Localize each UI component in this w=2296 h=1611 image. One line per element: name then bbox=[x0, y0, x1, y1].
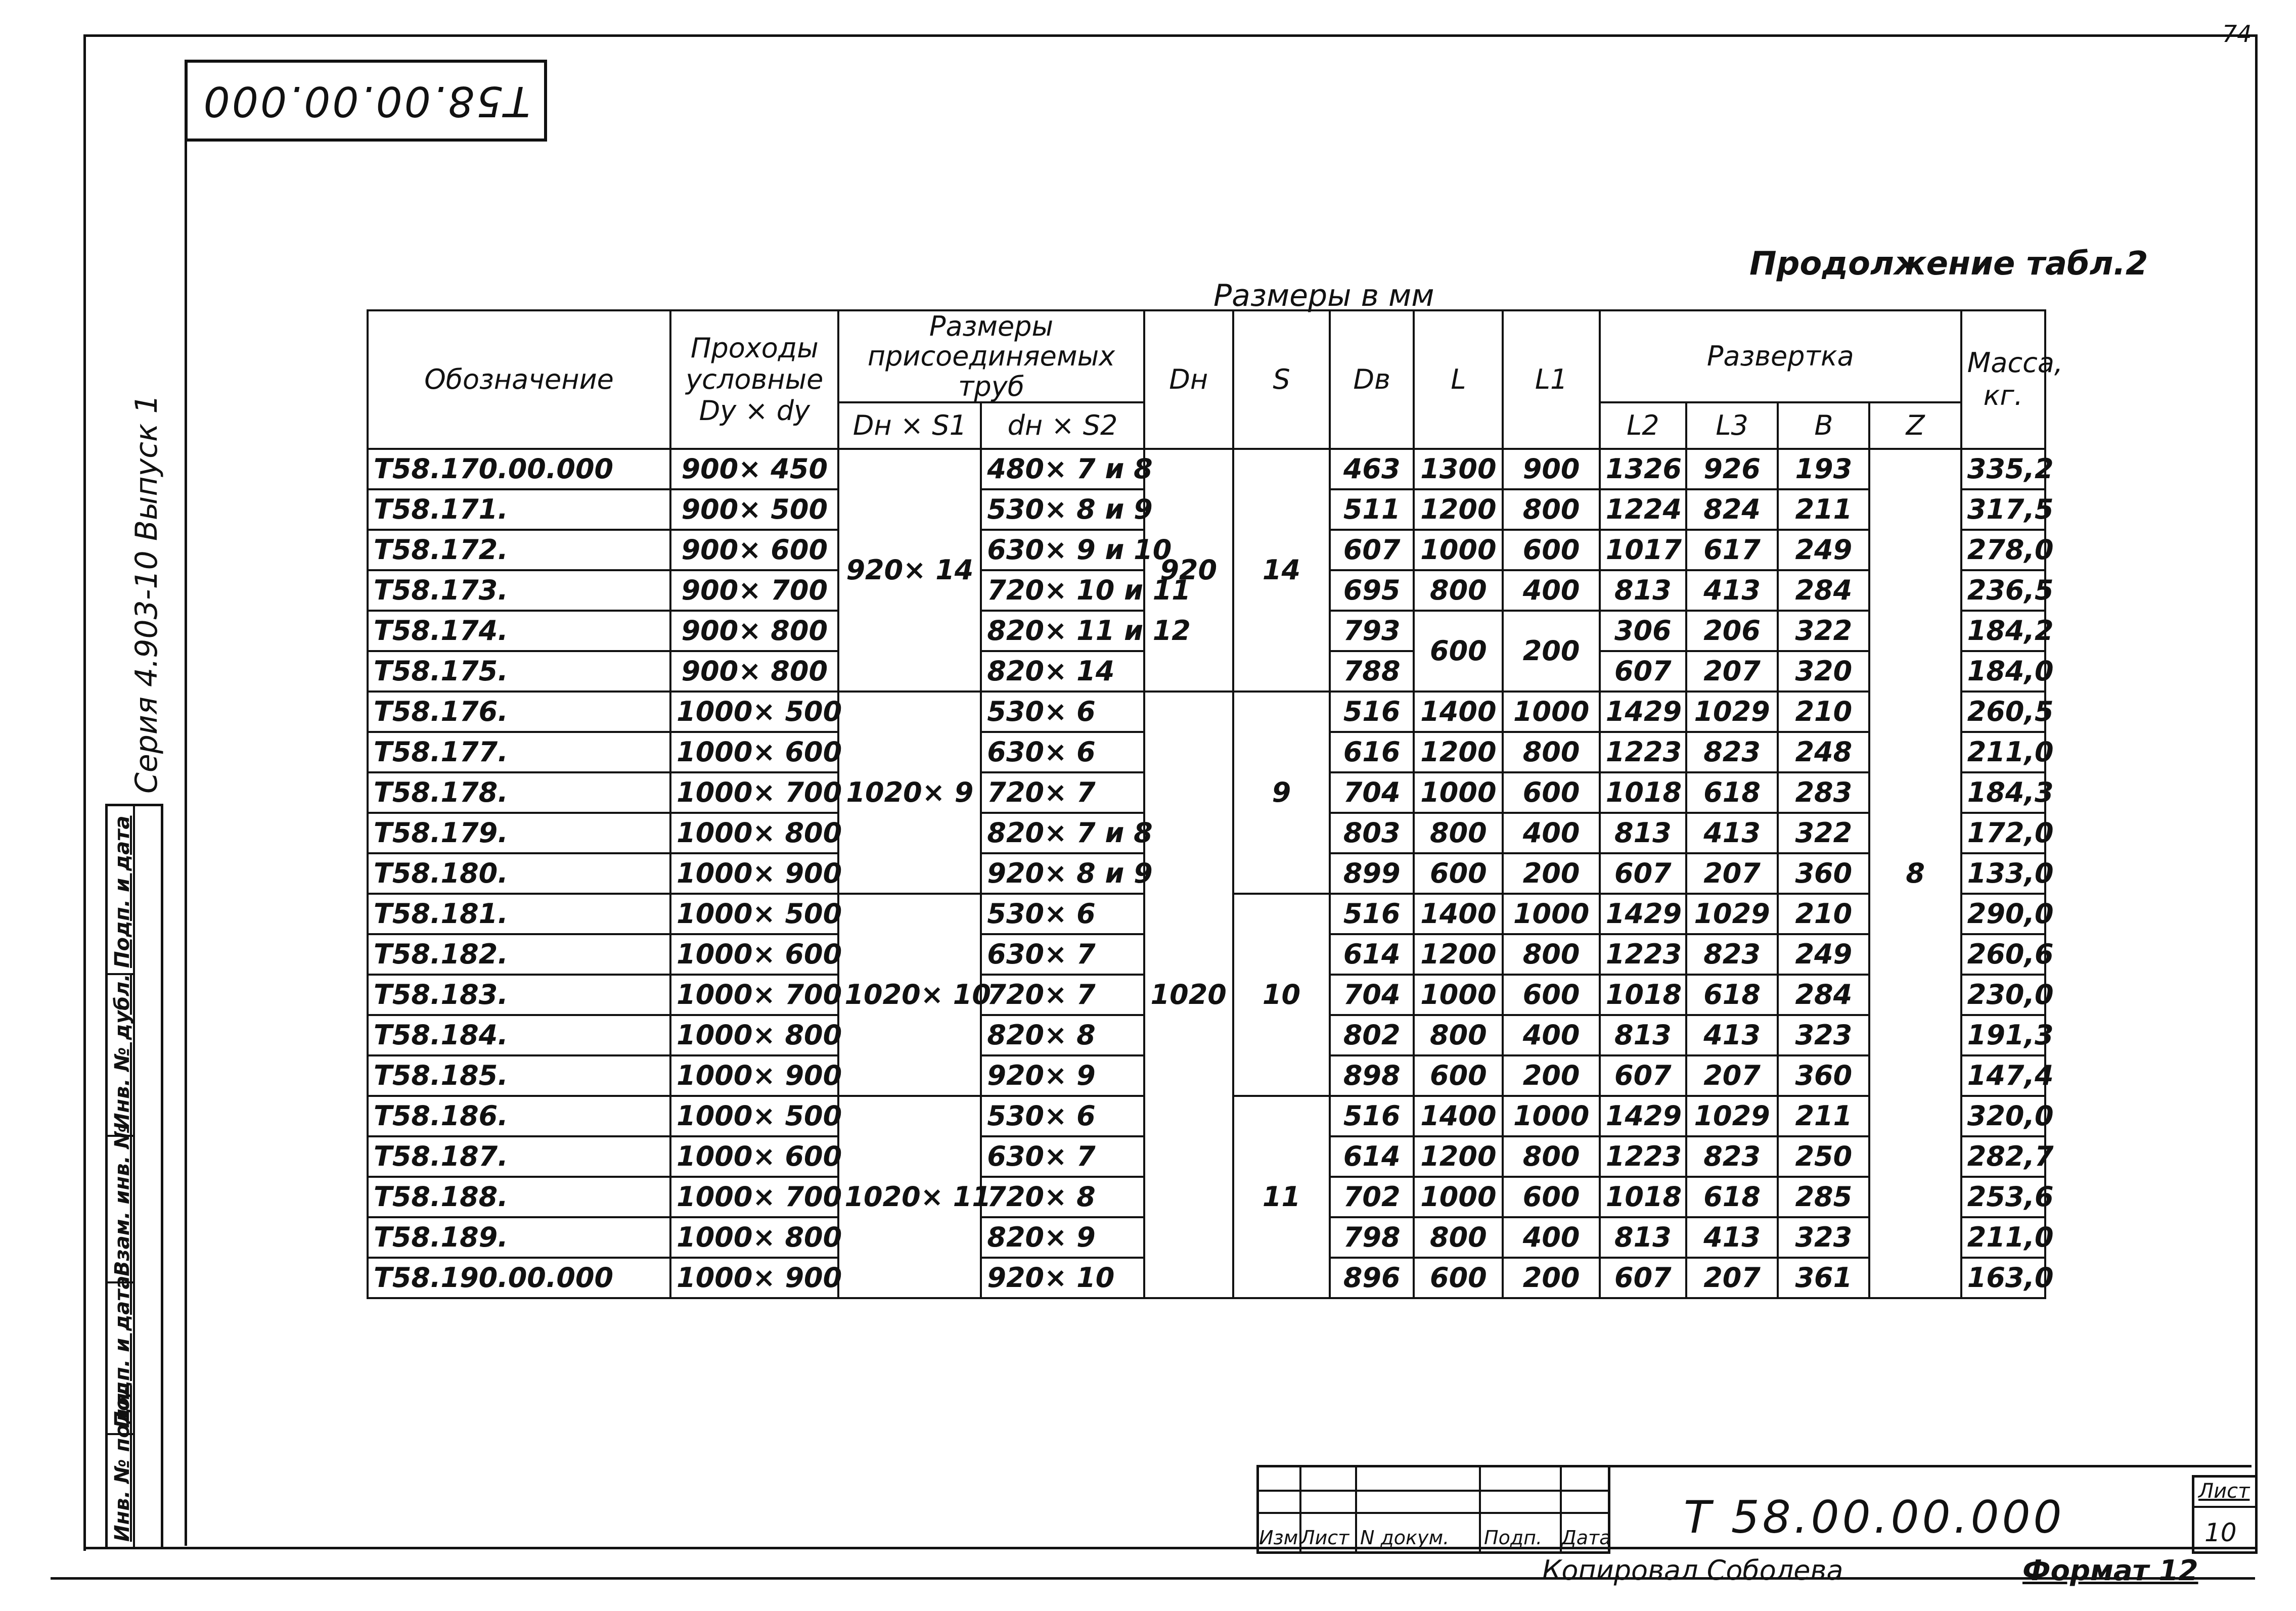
cell-s: 14 bbox=[1233, 449, 1330, 692]
cell-db: 704 bbox=[1330, 975, 1414, 1015]
cell-designation: Т58.170.00.000 bbox=[368, 449, 670, 489]
side-stamp-cell bbox=[108, 973, 133, 1137]
cell-l3: 207 bbox=[1686, 1055, 1778, 1096]
cell-mass: 253,6 bbox=[1961, 1177, 2045, 1217]
series-label: Серия 4.903-10 Выпуск 1 bbox=[129, 394, 164, 794]
cell-db: 803 bbox=[1330, 813, 1414, 853]
sheet-box-label: Лист bbox=[2198, 1480, 2250, 1503]
tb-label-change: Изм. bbox=[1259, 1527, 1304, 1549]
outer-bottom-rule bbox=[51, 1577, 2255, 1580]
cell-db: 511 bbox=[1330, 489, 1414, 530]
frame-top bbox=[83, 34, 2258, 37]
cell-l2: 1018 bbox=[1600, 975, 1686, 1015]
cell-b: 323 bbox=[1778, 1217, 1869, 1258]
col-passages bbox=[670, 310, 838, 449]
cell-l2: 1017 bbox=[1600, 530, 1686, 570]
cell-l2: 813 bbox=[1600, 1015, 1686, 1055]
cell-l: 800 bbox=[1414, 813, 1503, 853]
cell-passages: 1000× 900 bbox=[670, 1055, 838, 1096]
cell-l2: 813 bbox=[1600, 813, 1686, 853]
cell-passages: 1000× 500 bbox=[670, 894, 838, 934]
col-passages-title: Проходы условные bbox=[686, 332, 824, 396]
cell-l2: 607 bbox=[1600, 1055, 1686, 1096]
cell-passages: 1000× 800 bbox=[670, 1217, 838, 1258]
cell-l1: 900 bbox=[1503, 449, 1599, 489]
frame-right bbox=[2255, 34, 2258, 1548]
cell-l3: 824 bbox=[1686, 489, 1778, 530]
cell-designation: Т58.183. bbox=[368, 975, 670, 1015]
cell-l1: 400 bbox=[1503, 1217, 1599, 1258]
cell-b: 360 bbox=[1778, 853, 1869, 894]
cell-passages: 1000× 800 bbox=[670, 813, 838, 853]
col-dn: Dн bbox=[1144, 310, 1233, 449]
cell-b: 249 bbox=[1778, 934, 1869, 975]
cell-db: 463 bbox=[1330, 449, 1414, 489]
tb-col-line bbox=[1479, 1467, 1481, 1551]
cell-passages: 1000× 900 bbox=[670, 853, 838, 894]
table-body bbox=[368, 449, 2054, 1298]
sheet-number: 74 bbox=[2222, 20, 2252, 48]
cell-l2: 1326 bbox=[1600, 449, 1686, 489]
cell-l1: 800 bbox=[1503, 1136, 1599, 1177]
cell-dn-s2: 720× 7 bbox=[981, 772, 1144, 813]
cell-db: 788 bbox=[1330, 651, 1414, 692]
cell-l1: 200 bbox=[1503, 611, 1599, 692]
cell-dn-s2: 920× 10 bbox=[981, 1258, 1144, 1298]
col-l3: L3 bbox=[1686, 402, 1778, 449]
inner-left-rule bbox=[185, 135, 187, 1546]
cell-db: 614 bbox=[1330, 1136, 1414, 1177]
cell-l1: 400 bbox=[1503, 570, 1599, 611]
cell-l3: 413 bbox=[1686, 1015, 1778, 1055]
cell-passages: 1000× 600 bbox=[670, 934, 838, 975]
cell-dn-s2: 720× 10 и 11 bbox=[981, 570, 1144, 611]
cell-l3: 823 bbox=[1686, 1136, 1778, 1177]
cell-b: 211 bbox=[1778, 489, 1869, 530]
cell-l1: 800 bbox=[1503, 732, 1599, 772]
cell-dn-s2: 530× 8 и 9 bbox=[981, 489, 1144, 530]
cell-l2: 1429 bbox=[1600, 1096, 1686, 1136]
table-row bbox=[368, 449, 2045, 489]
cell-l2: 813 bbox=[1600, 570, 1686, 611]
tb-col-line bbox=[1355, 1467, 1357, 1551]
cell-l1: 400 bbox=[1503, 1015, 1599, 1055]
sheet-box bbox=[2192, 1475, 2258, 1554]
cell-b: 193 bbox=[1778, 449, 1869, 489]
cell-mass: 290,0 bbox=[1961, 894, 2045, 934]
cell-l2: 1223 bbox=[1600, 934, 1686, 975]
cell-l: 1000 bbox=[1414, 772, 1503, 813]
cell-l: 1300 bbox=[1414, 449, 1503, 489]
cell-designation: Т58.185. bbox=[368, 1055, 670, 1096]
col-b: B bbox=[1778, 402, 1869, 449]
cell-mass: 282,7 bbox=[1961, 1136, 2045, 1177]
cell-l3: 618 bbox=[1686, 1177, 1778, 1217]
cell-passages: 1000× 900 bbox=[670, 1258, 838, 1298]
units-label: Размеры в мм bbox=[1213, 278, 1434, 313]
col-db: Dв bbox=[1330, 310, 1414, 449]
cell-b: 249 bbox=[1778, 530, 1869, 570]
cell-l3: 618 bbox=[1686, 975, 1778, 1015]
cell-dn-s2: 530× 6 bbox=[981, 1096, 1144, 1136]
cell-l: 600 bbox=[1414, 853, 1503, 894]
cell-s: 9 bbox=[1233, 692, 1330, 894]
side-stamp-label: Инв. № подл. bbox=[111, 1385, 134, 1542]
side-stamp-cell bbox=[108, 806, 133, 975]
cell-b: 360 bbox=[1778, 1055, 1869, 1096]
cell-l1: 600 bbox=[1503, 975, 1599, 1015]
col-dn-s2: dн × S2 bbox=[981, 402, 1144, 449]
cell-mass: 320,0 bbox=[1961, 1096, 2045, 1136]
col-l1: L1 bbox=[1503, 310, 1599, 449]
cell-mass: 191,3 bbox=[1961, 1015, 2045, 1055]
cell-designation: Т58.177. bbox=[368, 732, 670, 772]
tb-label-sheet: Лист bbox=[1300, 1527, 1349, 1549]
sheet-box-divider bbox=[2194, 1506, 2255, 1508]
cell-l3: 1029 bbox=[1686, 894, 1778, 934]
cell-dn-s2: 630× 9 и 10 bbox=[981, 530, 1144, 570]
cell-b: 283 bbox=[1778, 772, 1869, 813]
cell-designation: Т58.172. bbox=[368, 530, 670, 570]
cell-designation: Т58.180. bbox=[368, 853, 670, 894]
cell-dn-s1: 1020× 10 bbox=[838, 894, 981, 1096]
cell-designation: Т58.174. bbox=[368, 611, 670, 651]
cell-s: 11 bbox=[1233, 1096, 1330, 1298]
cell-dn-s2: 630× 6 bbox=[981, 732, 1144, 772]
cell-designation: Т58.190.00.000 bbox=[368, 1258, 670, 1298]
cell-l3: 1029 bbox=[1686, 692, 1778, 732]
cell-mass: 260,6 bbox=[1961, 934, 2045, 975]
cell-l3: 413 bbox=[1686, 570, 1778, 611]
cell-z: 8 bbox=[1869, 449, 1961, 1298]
cell-designation: Т58.184. bbox=[368, 1015, 670, 1055]
cell-db: 704 bbox=[1330, 772, 1414, 813]
cell-mass: 147,4 bbox=[1961, 1055, 2045, 1096]
cell-l: 1400 bbox=[1414, 692, 1503, 732]
cell-l3: 207 bbox=[1686, 1258, 1778, 1298]
cell-dn-s2: 630× 7 bbox=[981, 934, 1144, 975]
cell-designation: Т58.175. bbox=[368, 651, 670, 692]
cell-passages: 900× 700 bbox=[670, 570, 838, 611]
cell-db: 516 bbox=[1330, 1096, 1414, 1136]
table-continuation-label: Продолжение табл.2 bbox=[1749, 245, 2148, 283]
cell-passages: 1000× 600 bbox=[670, 732, 838, 772]
cell-designation: Т58.173. bbox=[368, 570, 670, 611]
cell-l2: 306 bbox=[1600, 611, 1686, 651]
cell-b: 323 bbox=[1778, 1015, 1869, 1055]
cell-dn-s2: 920× 9 bbox=[981, 1055, 1144, 1096]
cell-passages: 900× 800 bbox=[670, 651, 838, 692]
cell-passages: 1000× 800 bbox=[670, 1015, 838, 1055]
cell-l: 600 bbox=[1414, 611, 1503, 692]
cell-l2: 607 bbox=[1600, 651, 1686, 692]
cell-dn-s2: 480× 7 и 8 bbox=[981, 449, 1144, 489]
side-stamp-label: Инв. № дубл. bbox=[111, 974, 134, 1130]
cell-l: 1200 bbox=[1414, 934, 1503, 975]
cell-designation: Т58.188. bbox=[368, 1177, 670, 1217]
cell-mass: 184,2 bbox=[1961, 611, 2045, 651]
cell-b: 285 bbox=[1778, 1177, 1869, 1217]
cell-dn-s2: 820× 7 и 8 bbox=[981, 813, 1144, 853]
cell-b: 284 bbox=[1778, 975, 1869, 1015]
col-dn-s1: Dн × S1 bbox=[838, 402, 981, 449]
cell-s: 10 bbox=[1233, 894, 1330, 1096]
tb-label-date: Дата bbox=[1561, 1527, 1611, 1549]
cell-dn-s2: 820× 8 bbox=[981, 1015, 1144, 1055]
frame-left bbox=[83, 34, 86, 1551]
cell-l3: 207 bbox=[1686, 651, 1778, 692]
cell-mass: 317,5 bbox=[1961, 489, 2045, 530]
cell-l2: 1429 bbox=[1600, 692, 1686, 732]
cell-l1: 600 bbox=[1503, 530, 1599, 570]
tb-row-line bbox=[1259, 1512, 1608, 1514]
side-stamp-label: Подп. и дата bbox=[111, 815, 134, 968]
col-s: S bbox=[1233, 310, 1330, 449]
cell-dn-s1: 1020× 9 bbox=[838, 692, 981, 894]
cell-l1: 200 bbox=[1503, 853, 1599, 894]
cell-b: 322 bbox=[1778, 611, 1869, 651]
cell-l1: 600 bbox=[1503, 1177, 1599, 1217]
cell-db: 702 bbox=[1330, 1177, 1414, 1217]
tb-row-line bbox=[1259, 1490, 1608, 1492]
cell-db: 896 bbox=[1330, 1258, 1414, 1298]
cell-l1: 400 bbox=[1503, 813, 1599, 853]
cell-mass: 278,0 bbox=[1961, 530, 2045, 570]
cell-designation: Т58.182. bbox=[368, 934, 670, 975]
cell-l1: 1000 bbox=[1503, 1096, 1599, 1136]
col-l2: L2 bbox=[1600, 402, 1686, 449]
cell-db: 607 bbox=[1330, 530, 1414, 570]
cell-passages: 1000× 500 bbox=[670, 1096, 838, 1136]
cell-dn-s2: 820× 9 bbox=[981, 1217, 1144, 1258]
cell-db: 802 bbox=[1330, 1015, 1414, 1055]
cell-l: 1200 bbox=[1414, 489, 1503, 530]
cell-dn: 920 bbox=[1144, 449, 1233, 692]
cell-mass: 184,0 bbox=[1961, 651, 2045, 692]
cell-l: 600 bbox=[1414, 1258, 1503, 1298]
cell-db: 516 bbox=[1330, 692, 1414, 732]
cell-db: 616 bbox=[1330, 732, 1414, 772]
cell-mass: 335,2 bbox=[1961, 449, 2045, 489]
table-row bbox=[368, 692, 2045, 732]
cell-db: 798 bbox=[1330, 1217, 1414, 1258]
cell-passages: 900× 500 bbox=[670, 489, 838, 530]
cell-designation: Т58.186. bbox=[368, 1096, 670, 1136]
side-stamp-label: Взам. инв. № bbox=[111, 1124, 134, 1276]
cell-b: 250 bbox=[1778, 1136, 1869, 1177]
cell-l3: 207 bbox=[1686, 853, 1778, 894]
dimensions-table-grid bbox=[367, 309, 2063, 1299]
cell-dn-s2: 720× 8 bbox=[981, 1177, 1144, 1217]
cell-dn-s2: 920× 8 и 9 bbox=[981, 853, 1144, 894]
cell-designation: Т58.189. bbox=[368, 1217, 670, 1258]
cell-mass: 133,0 bbox=[1961, 853, 2045, 894]
side-stamp-label: Подп. и дата bbox=[111, 1275, 134, 1428]
format-label: Формат 12 bbox=[2022, 1554, 2198, 1587]
cell-l: 600 bbox=[1414, 1055, 1503, 1096]
cell-designation: Т58.179. bbox=[368, 813, 670, 853]
cell-mass: 172,0 bbox=[1961, 813, 2045, 853]
document-designation: Т 58.00.00.000 bbox=[1684, 1491, 2065, 1543]
cell-l3: 413 bbox=[1686, 813, 1778, 853]
cell-mass: 211,0 bbox=[1961, 732, 2045, 772]
cell-designation: Т58.181. bbox=[368, 894, 670, 934]
cell-designation: Т58.176. bbox=[368, 692, 670, 732]
cell-l1: 200 bbox=[1503, 1055, 1599, 1096]
cell-db: 793 bbox=[1330, 611, 1414, 651]
cell-l2: 813 bbox=[1600, 1217, 1686, 1258]
side-stamp bbox=[105, 804, 163, 1549]
tb-top-line bbox=[1605, 1465, 2252, 1467]
cell-l1: 1000 bbox=[1503, 692, 1599, 732]
cell-dn-s1: 920× 14 bbox=[838, 449, 981, 692]
cell-mass: 163,0 bbox=[1961, 1258, 2045, 1298]
cell-l3: 206 bbox=[1686, 611, 1778, 651]
cell-dn-s2: 630× 7 bbox=[981, 1136, 1144, 1177]
side-stamp-cell bbox=[108, 1385, 134, 1544]
cell-l3: 618 bbox=[1686, 772, 1778, 813]
cell-dn-s1: 1020× 11 bbox=[838, 1096, 981, 1298]
cell-l1: 600 bbox=[1503, 772, 1599, 813]
cell-b: 210 bbox=[1778, 692, 1869, 732]
cell-l3: 413 bbox=[1686, 1217, 1778, 1258]
cell-l2: 1018 bbox=[1600, 1177, 1686, 1217]
cell-l: 1000 bbox=[1414, 530, 1503, 570]
cell-b: 320 bbox=[1778, 651, 1869, 692]
cell-dn-s2: 720× 7 bbox=[981, 975, 1144, 1015]
cell-passages: 1000× 600 bbox=[670, 1136, 838, 1177]
cell-l: 800 bbox=[1414, 570, 1503, 611]
cell-l1: 1000 bbox=[1503, 894, 1599, 934]
cell-db: 516 bbox=[1330, 894, 1414, 934]
cell-designation: Т58.178. bbox=[368, 772, 670, 813]
cell-dn: 1020 bbox=[1144, 692, 1233, 1298]
cell-l3: 1029 bbox=[1686, 1096, 1778, 1136]
side-stamp-cell bbox=[108, 1124, 134, 1283]
dimensions-table bbox=[367, 309, 2063, 1294]
cell-l: 1000 bbox=[1414, 975, 1503, 1015]
cell-passages: 1000× 700 bbox=[670, 772, 838, 813]
cell-b: 211 bbox=[1778, 1096, 1869, 1136]
cell-l: 1400 bbox=[1414, 1096, 1503, 1136]
tb-label-docno: N докум. bbox=[1360, 1527, 1450, 1549]
cell-l: 1000 bbox=[1414, 1177, 1503, 1217]
cell-db: 899 bbox=[1330, 853, 1414, 894]
cell-l3: 823 bbox=[1686, 732, 1778, 772]
cell-l2: 1223 bbox=[1600, 732, 1686, 772]
cell-passages: 1000× 700 bbox=[670, 975, 838, 1015]
cell-l1: 800 bbox=[1503, 934, 1599, 975]
cell-l1: 200 bbox=[1503, 1258, 1599, 1298]
col-passages-sub: Dy × dy bbox=[699, 395, 810, 427]
cell-b: 361 bbox=[1778, 1258, 1869, 1298]
cell-dn-s2: 530× 6 bbox=[981, 894, 1144, 934]
cell-l2: 607 bbox=[1600, 1258, 1686, 1298]
cell-l3: 617 bbox=[1686, 530, 1778, 570]
cell-dn-s2: 530× 6 bbox=[981, 692, 1144, 732]
copied-by: Копировал Соболева bbox=[1542, 1554, 1843, 1586]
col-designation: Обозначение bbox=[368, 310, 670, 449]
cell-passages: 900× 800 bbox=[670, 611, 838, 651]
cell-l: 1200 bbox=[1414, 1136, 1503, 1177]
cell-b: 248 bbox=[1778, 732, 1869, 772]
stamp-code-box bbox=[185, 60, 547, 142]
cell-passages: 900× 450 bbox=[670, 449, 838, 489]
cell-db: 614 bbox=[1330, 934, 1414, 975]
cell-l1: 800 bbox=[1503, 489, 1599, 530]
cell-l2: 607 bbox=[1600, 853, 1686, 894]
cell-l2: 1018 bbox=[1600, 772, 1686, 813]
stamp-code: Т58.00.00.000 bbox=[201, 77, 530, 125]
cell-b: 284 bbox=[1778, 570, 1869, 611]
cell-passages: 1000× 500 bbox=[670, 692, 838, 732]
col-development: Развертка bbox=[1600, 310, 1961, 402]
col-pipe-sizes: Размеры присоединяемых труб bbox=[838, 310, 1144, 402]
cell-mass: 236,5 bbox=[1961, 570, 2045, 611]
cell-designation: Т58.187. bbox=[368, 1136, 670, 1177]
cell-l2: 1224 bbox=[1600, 489, 1686, 530]
cell-designation: Т58.171. bbox=[368, 489, 670, 530]
cell-mass: 184,3 bbox=[1961, 772, 2045, 813]
cell-l3: 926 bbox=[1686, 449, 1778, 489]
col-l: L bbox=[1414, 310, 1503, 449]
sheet-box-value: 10 bbox=[2204, 1518, 2237, 1547]
cell-db: 898 bbox=[1330, 1055, 1414, 1096]
cell-mass: 230,0 bbox=[1961, 975, 2045, 1015]
cell-dn-s2: 820× 14 bbox=[981, 651, 1144, 692]
cell-dn-s2: 820× 11 и 12 bbox=[981, 611, 1144, 651]
cell-l: 1400 bbox=[1414, 894, 1503, 934]
cell-mass: 260,5 bbox=[1961, 692, 2045, 732]
cell-passages: 1000× 700 bbox=[670, 1177, 838, 1217]
cell-l2: 1223 bbox=[1600, 1136, 1686, 1177]
cell-passages: 900× 600 bbox=[670, 530, 838, 570]
col-z: Z bbox=[1869, 402, 1961, 449]
cell-l3: 823 bbox=[1686, 934, 1778, 975]
tb-label-sign: Подп. bbox=[1484, 1527, 1543, 1549]
cell-mass: 211,0 bbox=[1961, 1217, 2045, 1258]
cell-l: 1200 bbox=[1414, 732, 1503, 772]
col-mass: Масса, кг. bbox=[1961, 310, 2045, 449]
cell-l2: 1429 bbox=[1600, 894, 1686, 934]
cell-b: 210 bbox=[1778, 894, 1869, 934]
cell-l: 800 bbox=[1414, 1015, 1503, 1055]
cell-l: 800 bbox=[1414, 1217, 1503, 1258]
cell-b: 322 bbox=[1778, 813, 1869, 853]
cell-db: 695 bbox=[1330, 570, 1414, 611]
